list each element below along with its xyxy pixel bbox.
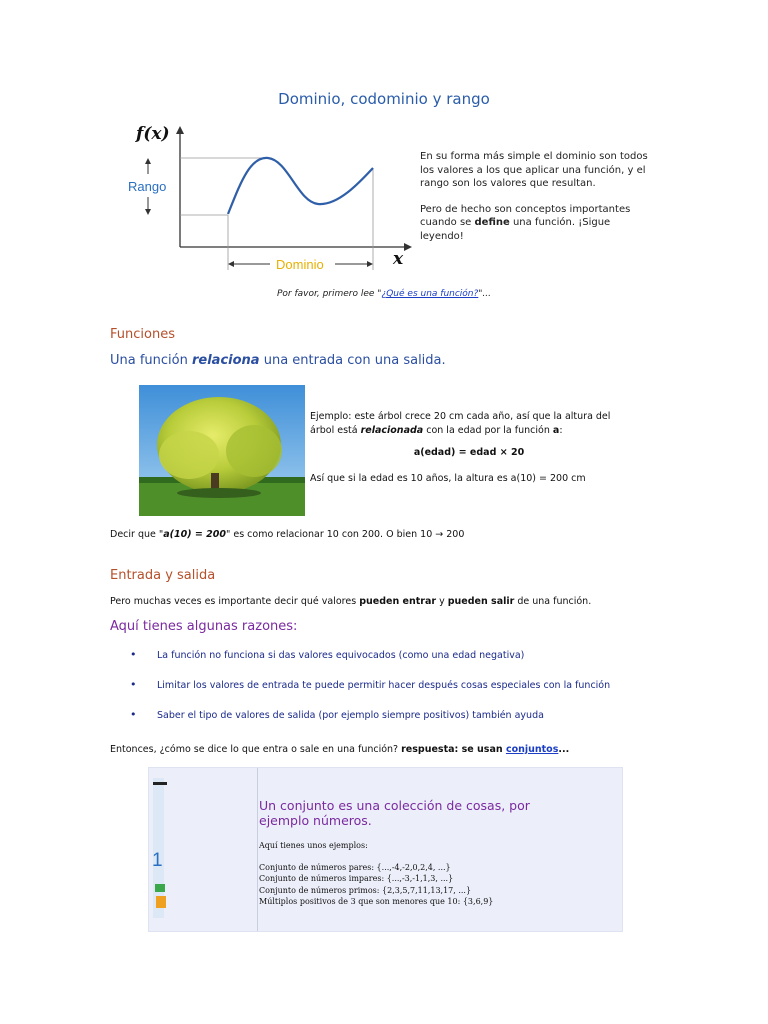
- conjuntos-link[interactable]: conjuntos: [505, 744, 559, 755]
- x-label: x: [393, 249, 404, 269]
- razones-list: [110, 648, 670, 738]
- conjunto-example-line: Conjunto de números primos: {2,3,5,7,11,13,17, ...}: [259, 885, 472, 895]
- domain-range-graph: [110, 112, 420, 277]
- conjunto-examples: [259, 840, 589, 908]
- tree-photo: [139, 385, 305, 516]
- conjunto-definition: Un conjunto es una colección de cosas, por ejemplo números.: [259, 798, 530, 828]
- intro-text: [420, 150, 655, 255]
- bullet-icon: •: [130, 678, 137, 691]
- decir-line: Decir que "a(10) = 200" es como relacionar 10 con 200. O bien 10 → 200: [110, 529, 465, 540]
- prerequisite-caption: Por favor, primero lee "¿Qué es una función?"...: [276, 289, 492, 299]
- y-axis-arrow: [176, 126, 184, 134]
- fx-label: f(x): [136, 124, 170, 144]
- decorative-dash: [153, 782, 167, 785]
- decorative-glyph-green: [155, 884, 165, 892]
- list-item: • La función no funciona si das valores equivocados (como una edad negativa): [130, 648, 525, 661]
- conjunto-example-line: Conjunto de números pares: {...,-4,-2,0,2,4, ...}: [259, 862, 451, 872]
- razones-heading: Aquí tienes algunas razones:: [110, 619, 298, 634]
- function-curve: [228, 158, 373, 214]
- list-item: • Limitar los valores de entrada te puede permitir hacer después cosas especiales con la función: [130, 678, 611, 691]
- dominio-label: Dominio: [276, 257, 324, 272]
- funciones-heading: Funciones: [110, 327, 175, 342]
- conjunto-box: [148, 767, 623, 932]
- example-formula: a(edad) = edad × 20: [413, 447, 525, 458]
- decorative-glyph-orange: [156, 896, 166, 908]
- entonces-line: Entonces, ¿cómo se dice lo que entra o sale en una función? respuesta: se usan conjuntos...: [110, 744, 570, 755]
- funciones-line: Una función relaciona una entrada con una salida.: [110, 353, 446, 368]
- bullet-icon: •: [130, 708, 137, 721]
- bullet-icon: •: [130, 648, 137, 661]
- conjunto-example-line: Múltiplos positivos de 3 que son menores que 10: {3,6,9}: [259, 897, 494, 906]
- rango-label: Rango: [128, 179, 167, 194]
- conjunto-box-left-panel: [149, 768, 258, 931]
- tree-example: [310, 410, 628, 486]
- que-es-una-funcion-link[interactable]: ¿Qué es una función?: [381, 289, 479, 299]
- entrada-line: Pero muchas veces es importante decir qué valores pueden entrar y pueden salir de una función.: [110, 596, 592, 607]
- entrada-heading: Entrada y salida: [110, 568, 216, 583]
- example-line-3: Así que si la edad es 10 años, la altura es a(10) = 200 cm: [310, 473, 586, 484]
- intro-paragraph-1: En su forma más simple el dominio son todos los valores a los que aplicar una función, y el rango son los valores que resultan.: [420, 151, 648, 189]
- page-title: Dominio, codominio y rango: [278, 90, 490, 108]
- intro-paragraph-2: Pero de hecho son conceptos importantes cuando se define una función. ¡Sigue leyendo!: [420, 203, 631, 242]
- decorative-glyph-blue: 1: [152, 850, 163, 871]
- x-axis-arrow: [404, 243, 412, 251]
- conjunto-example-line: Conjunto de números impares: {...,-3,-1,1,3, ...}: [259, 874, 454, 883]
- conjunto-examples-intro: Aquí tienes unos ejemplos:: [259, 841, 368, 850]
- list-item: • Saber el tipo de valores de salida (por ejemplo siempre positivos) también ayuda: [130, 708, 544, 721]
- example-line-1: Ejemplo: este árbol crece 20 cm cada año, así que la altura del árbol está relacionada con la edad por la función a:: [310, 411, 611, 436]
